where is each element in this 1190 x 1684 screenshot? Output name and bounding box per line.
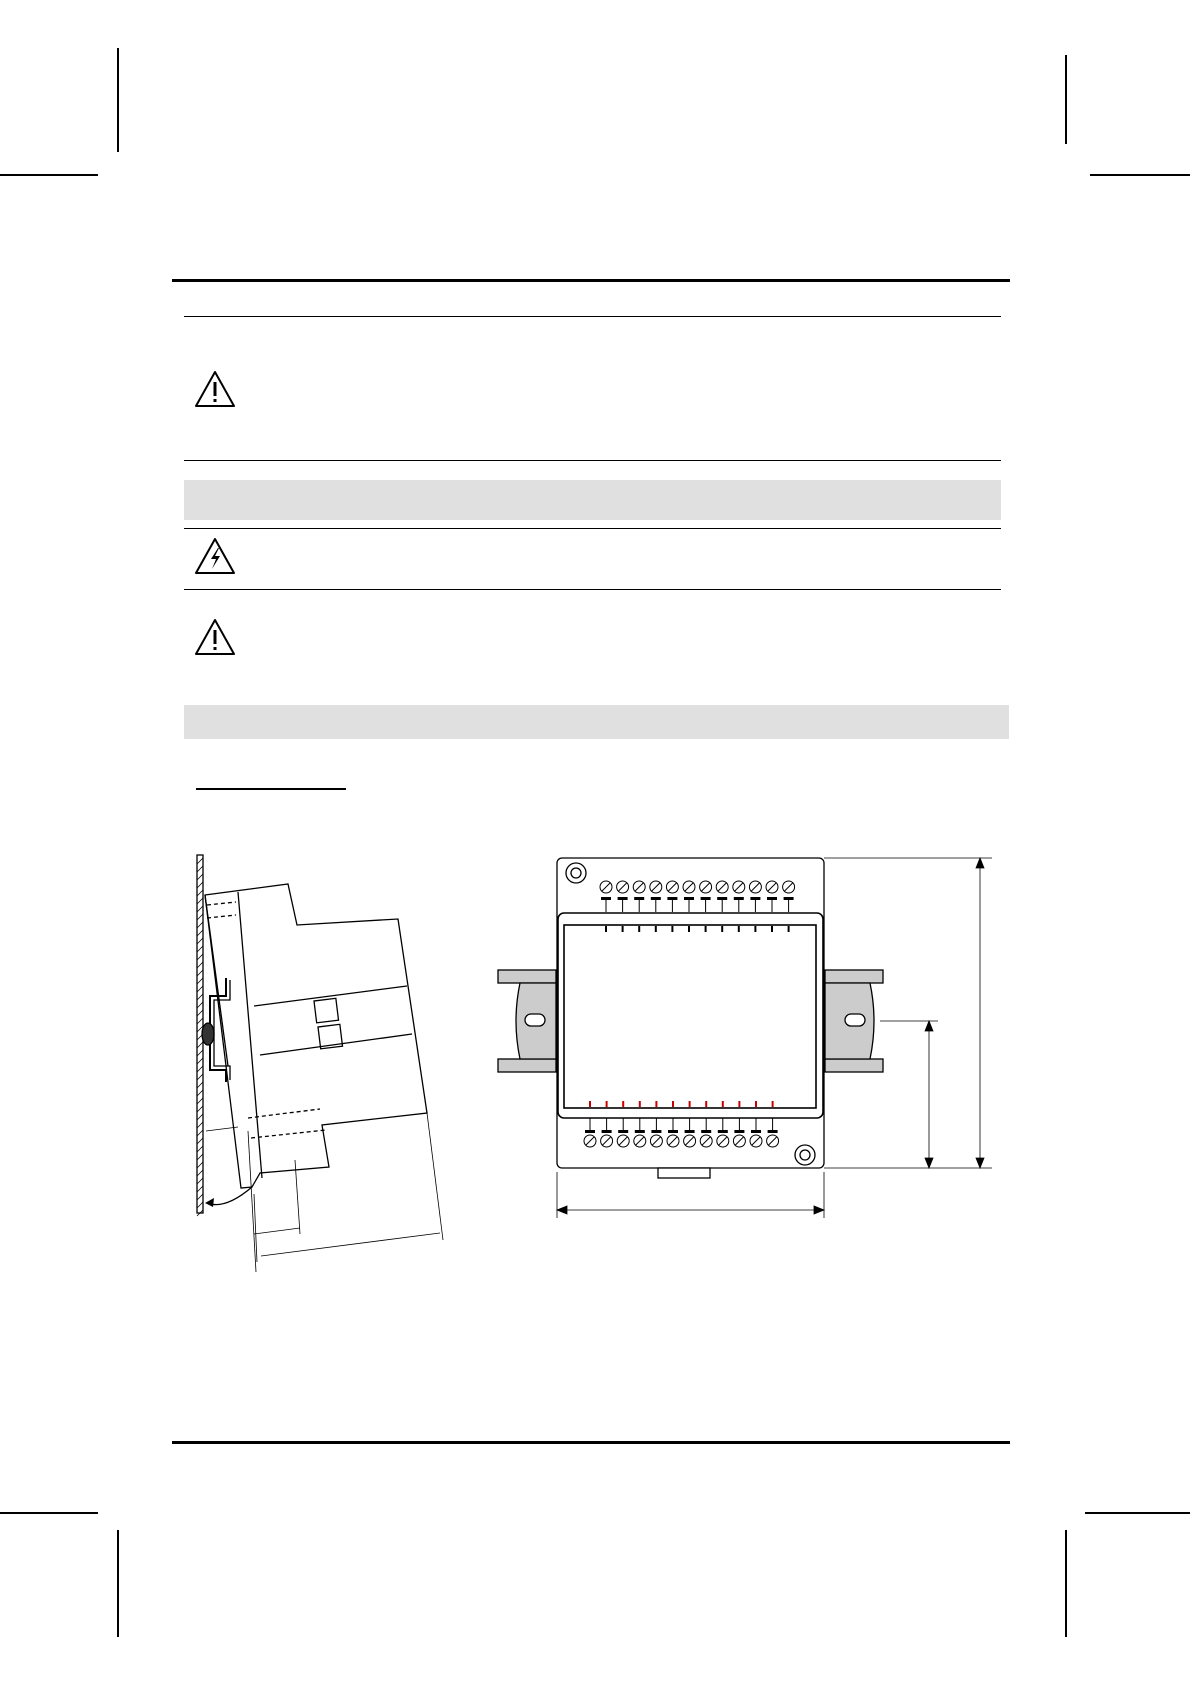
terminal-clamp <box>684 897 694 900</box>
terminal-clamp <box>685 1130 695 1133</box>
terminal-clamp <box>602 1130 612 1133</box>
terminal-clamp <box>635 1130 645 1133</box>
status-led <box>589 1101 591 1107</box>
terminal-clamp <box>767 897 777 900</box>
terminal-clamp <box>717 897 727 900</box>
terminal-clamp <box>618 1130 628 1133</box>
status-led <box>689 1101 691 1107</box>
status-led <box>606 1101 608 1107</box>
status-led <box>639 1101 641 1107</box>
terminal-clamp <box>734 897 744 900</box>
terminal-clamp <box>634 897 644 900</box>
din-latch <box>658 1168 710 1178</box>
status-led <box>705 1101 707 1107</box>
terminal-clamp <box>667 897 677 900</box>
terminal-clamp <box>734 1130 744 1133</box>
terminal-clamp <box>701 1130 711 1133</box>
status-led <box>788 926 790 932</box>
terminal-clamp <box>768 1130 778 1133</box>
status-led <box>622 1101 624 1107</box>
terminal-clamp <box>750 897 760 900</box>
terminal-clamp <box>751 1130 761 1133</box>
status-led <box>771 926 773 932</box>
status-led <box>738 926 740 932</box>
side-view <box>197 855 443 1272</box>
status-led <box>738 1101 740 1107</box>
status-led <box>638 926 640 932</box>
front-panel-inner <box>564 925 816 1108</box>
status-led <box>705 926 707 932</box>
status-led <box>772 1101 774 1107</box>
din-rail-right <box>825 970 883 1072</box>
status-led <box>722 1101 724 1107</box>
terminal-clamp <box>668 1130 678 1133</box>
terminal-clamp <box>651 1130 661 1133</box>
status-led <box>622 926 624 932</box>
terminal-clamp <box>618 897 628 900</box>
din-rail-left <box>498 970 556 1072</box>
terminal-clamp <box>718 1130 728 1133</box>
status-led <box>655 1101 657 1107</box>
status-led <box>721 926 723 932</box>
terminal-clamp <box>701 897 711 900</box>
terminal-clamp <box>601 897 611 900</box>
status-led <box>655 926 657 932</box>
terminal-clamp <box>784 897 794 900</box>
front-view <box>498 858 992 1218</box>
status-led <box>672 1101 674 1107</box>
status-led <box>605 926 607 932</box>
status-led <box>755 1101 757 1107</box>
status-led <box>688 926 690 932</box>
terminal-clamp <box>585 1130 595 1133</box>
status-led <box>754 926 756 932</box>
terminal-clamp <box>651 897 661 900</box>
status-led <box>671 926 673 932</box>
